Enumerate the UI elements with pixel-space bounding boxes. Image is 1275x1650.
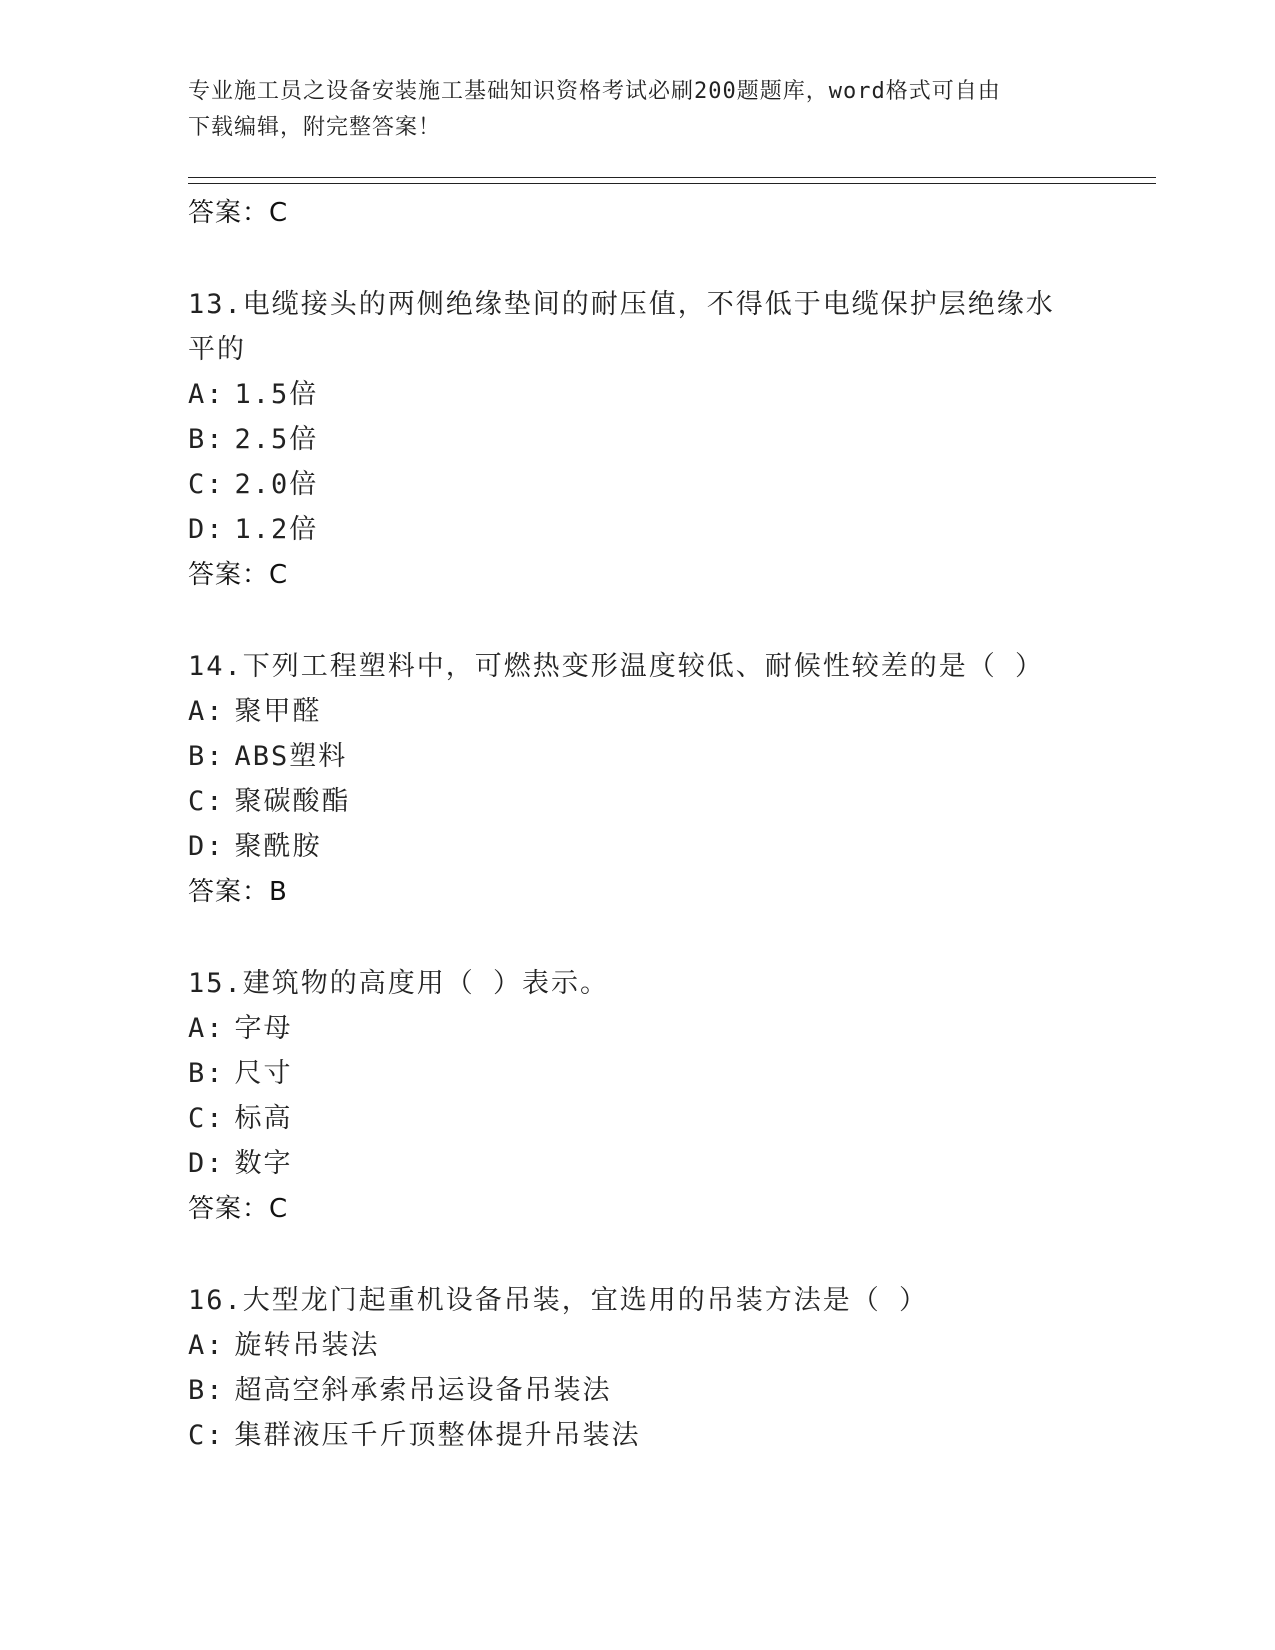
- option-letter: B:: [188, 424, 225, 455]
- answer-prefix: 答案：: [188, 1194, 270, 1224]
- option-text: ABS塑料: [234, 741, 348, 772]
- header-divider-top: [188, 177, 1156, 178]
- option-letter: A:: [188, 379, 225, 410]
- question-block: [188, 282, 1148, 598]
- question-block: [188, 961, 1148, 1232]
- answer-prefix: 答案：: [188, 560, 270, 590]
- answer-prefix: 答案：: [188, 198, 270, 228]
- question-block: [188, 1278, 1148, 1458]
- option-letter: C:: [188, 1103, 225, 1134]
- question-stem: 下列工程塑料中，可燃热变形温度较低、耐候性较差的是（ ）: [242, 651, 1045, 682]
- option-text: 集群液压千斤顶整体提升吊装法: [234, 1420, 641, 1451]
- option-text: 1.5倍: [234, 379, 319, 410]
- document-body: [188, 190, 1148, 1458]
- option-text: 旋转吊装法: [234, 1330, 380, 1361]
- question-stem: 大型龙门起重机设备吊装，宜选用的吊装方法是（ ）: [242, 1285, 929, 1316]
- document-header: [188, 74, 1088, 146]
- option-text: 聚酰胺: [234, 831, 322, 862]
- question-text: [188, 282, 1078, 372]
- option-letter: C:: [188, 1420, 225, 1451]
- spacer: [188, 1232, 1148, 1278]
- previous-answer: [188, 190, 1148, 236]
- option-b: [188, 734, 1148, 779]
- option-text: 超高空斜承索吊运设备吊装法: [234, 1375, 612, 1406]
- option-text: 聚碳酸酯: [234, 786, 351, 817]
- option-d: [188, 1141, 1148, 1186]
- answer-value: C: [269, 1194, 289, 1224]
- answer-line: [188, 869, 1148, 915]
- answer-value: C: [269, 198, 289, 228]
- option-d: [188, 507, 1148, 552]
- header-line-2: 下载编辑，附完整答案！: [188, 115, 442, 140]
- option-letter: A:: [188, 1330, 225, 1361]
- option-letter: C:: [188, 469, 225, 500]
- option-letter: B:: [188, 1375, 225, 1406]
- option-letter: A:: [188, 1013, 225, 1044]
- answer-line: [188, 552, 1148, 598]
- option-letter: D:: [188, 514, 225, 545]
- question-number: 16.: [188, 1285, 243, 1316]
- option-c: [188, 779, 1148, 824]
- question-text: [188, 644, 1078, 689]
- option-text: 标高: [234, 1103, 293, 1134]
- header-line-1: 专业施工员之设备安装施工基础知识资格考试必刷200题题库，word格式可自由: [188, 79, 1001, 104]
- option-letter: D:: [188, 1148, 225, 1179]
- option-a: [188, 1006, 1148, 1051]
- option-a: [188, 1323, 1148, 1368]
- question-text: [188, 961, 1078, 1006]
- answer-value: C: [269, 560, 289, 590]
- option-c: [188, 462, 1148, 507]
- option-letter: C:: [188, 786, 225, 817]
- question-stem: 电缆接头的两侧绝缘垫间的耐压值，不得低于电缆保护层绝缘水平的: [188, 289, 1055, 365]
- option-letter: B:: [188, 1058, 225, 1089]
- spacer: [188, 236, 1148, 282]
- question-number: 14.: [188, 651, 243, 682]
- option-text: 2.5倍: [234, 424, 319, 455]
- option-c: [188, 1413, 1148, 1458]
- answer-value: B: [269, 877, 288, 907]
- option-b: [188, 1051, 1148, 1096]
- option-text: 聚甲醛: [234, 696, 322, 727]
- option-letter: A:: [188, 696, 225, 727]
- option-a: [188, 689, 1148, 734]
- option-text: 2.0倍: [234, 469, 319, 500]
- spacer: [188, 598, 1148, 644]
- spacer: [188, 915, 1148, 961]
- answer-prefix: 答案：: [188, 877, 270, 907]
- answer-line: [188, 1186, 1148, 1232]
- option-c: [188, 1096, 1148, 1141]
- option-text: 数字: [234, 1148, 293, 1179]
- option-text: 1.2倍: [234, 514, 319, 545]
- question-stem: 建筑物的高度用（ ）表示。: [242, 968, 610, 999]
- option-d: [188, 824, 1148, 869]
- option-b: [188, 417, 1148, 462]
- option-letter: B:: [188, 741, 225, 772]
- option-text: 字母: [234, 1013, 293, 1044]
- option-text: 尺寸: [234, 1058, 293, 1089]
- option-b: [188, 1368, 1148, 1413]
- option-letter: D:: [188, 831, 225, 862]
- question-number: 15.: [188, 968, 243, 999]
- question-text: [188, 1278, 1078, 1323]
- question-block: [188, 644, 1148, 915]
- question-number: 13.: [188, 289, 243, 320]
- header-divider-bottom: [188, 183, 1156, 184]
- option-a: [188, 372, 1148, 417]
